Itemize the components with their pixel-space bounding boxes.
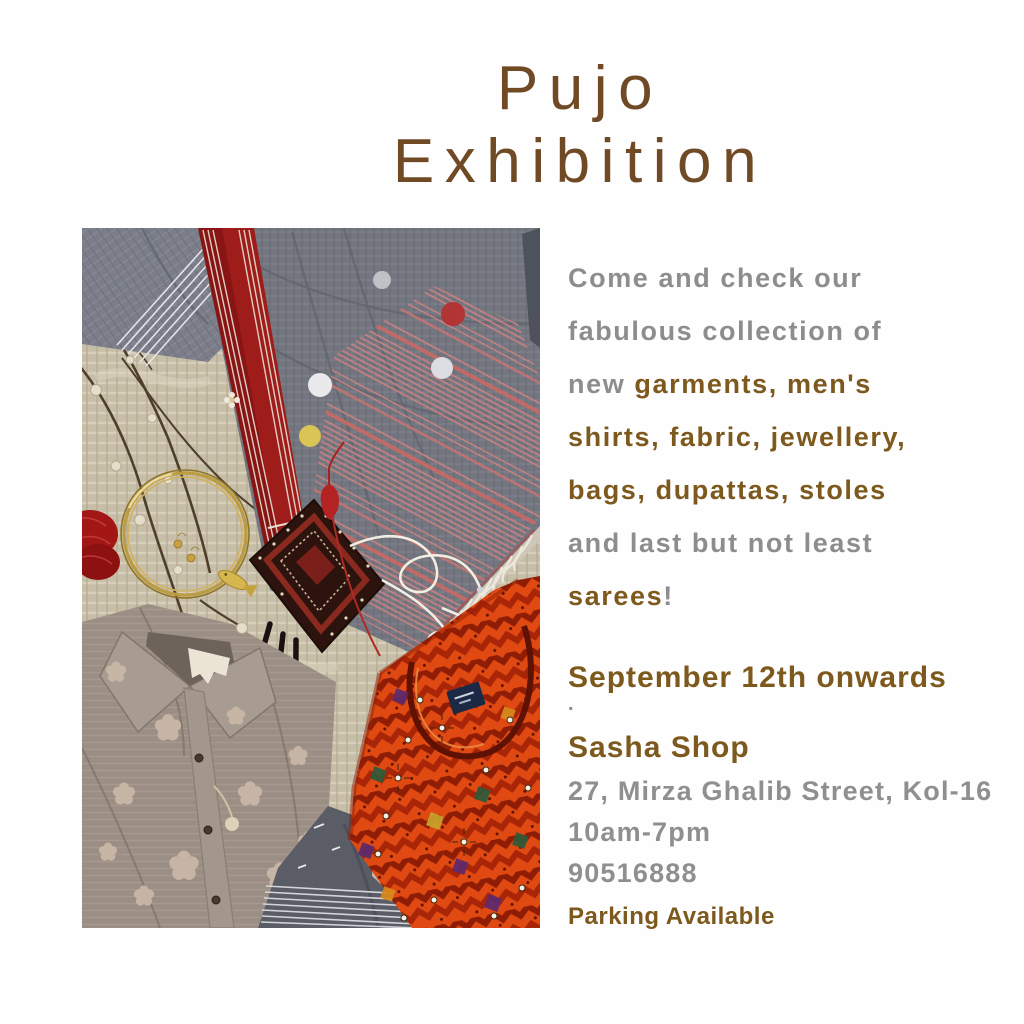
intro-text	[568, 252, 1008, 623]
parking-note: Parking Available	[568, 903, 775, 930]
photo-graphic	[82, 228, 540, 928]
exhibition-photo	[82, 228, 540, 928]
page-title	[150, 52, 1010, 198]
shop-address: 27, Mirza Ghalib Street, Kol-16	[568, 776, 993, 806]
intro-line-4: shirts, fabric, jewellery,	[568, 422, 907, 452]
intro-line-6: and last but not least	[568, 528, 874, 558]
shop-name: Sasha Shop	[568, 731, 750, 764]
intro-line-7: sarees!	[568, 581, 674, 611]
event-copy	[568, 252, 1008, 931]
stray-period: .	[568, 693, 574, 715]
intro-line-1: Come and check our	[568, 263, 863, 293]
silver-bead	[477, 587, 483, 593]
shop-hours: 10am-7pm	[568, 817, 712, 847]
intro-line-3: new garments, men's	[568, 369, 872, 399]
intro-line-2: fabulous collection of	[568, 316, 883, 346]
title-line1: Pujo	[496, 54, 664, 123]
event-date: September 12th onwards	[568, 661, 947, 694]
intro-line-5: bags, dupattas, stoles	[568, 475, 887, 505]
title-line2: Exhibition	[392, 127, 768, 196]
shell-over-shirt	[237, 623, 248, 634]
shop-phone: 90516888	[568, 858, 698, 888]
